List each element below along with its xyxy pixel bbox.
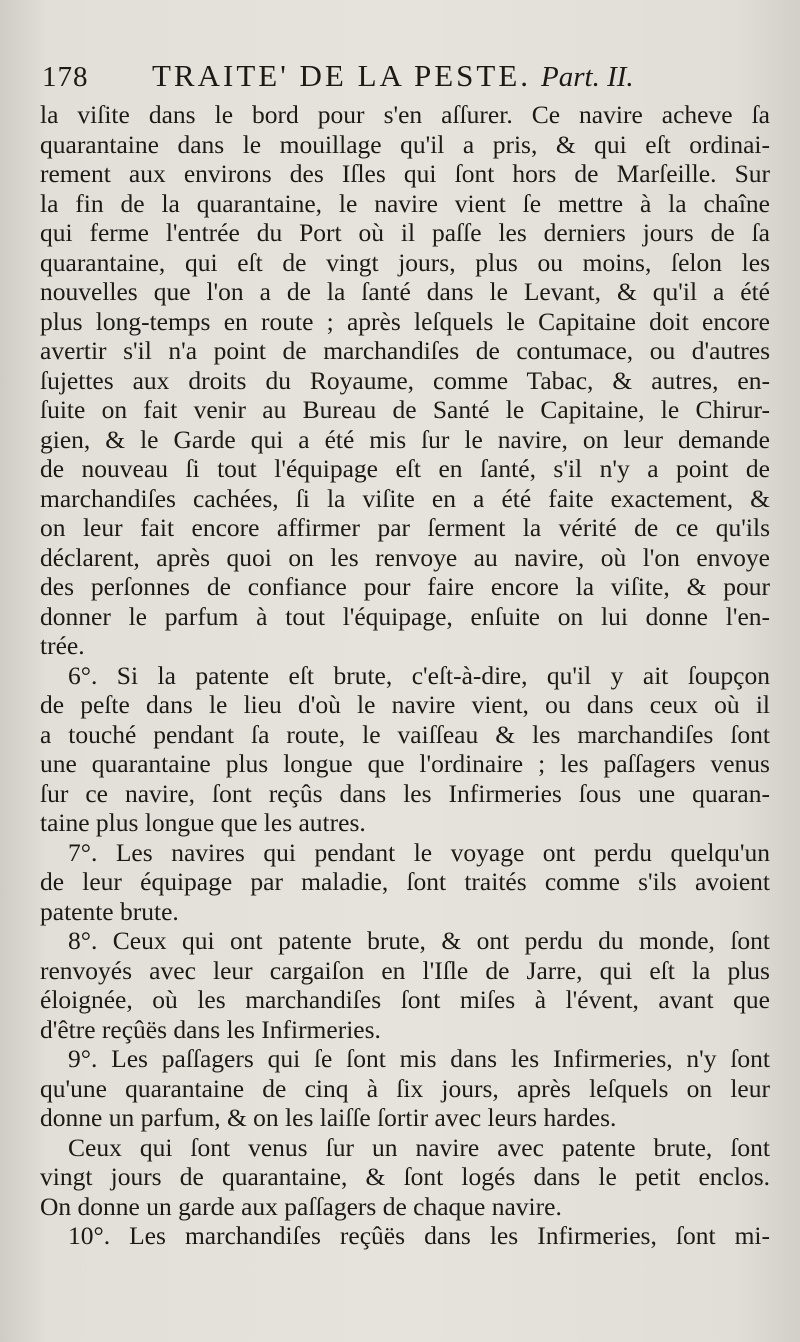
text-line: une quarantaine plus longue que l'ordinaire ; les paſſagers venus: [40, 749, 770, 778]
text-line: de peſte dans le lieu d'où le navire vient, ou dans ceux où il: [40, 690, 770, 719]
text-line: déclarent, après quoi on les renvoye au navire, où l'on envoye: [40, 542, 770, 572]
text-line: gien, & le Garde qui a été mis ſur le navire, on leur demande: [40, 424, 770, 454]
text-line: on leur fait encore affirmer par ſerment la vérité de ce qu'ils: [40, 513, 770, 542]
running-title: TRAITE' DE LA PESTE.: [152, 58, 532, 93]
text-line: de nouveau ſi tout l'équipage eſt en ſanté, s'il n'y a point de: [40, 454, 770, 483]
text-line: nouvelles que l'on a de la ſanté dans le Levant, & qu'il a été: [40, 277, 770, 306]
text-line: patente brute.: [40, 896, 179, 926]
text-line: éloignée, où les marchandiſes ſont miſes à l'évent, avant que: [40, 985, 770, 1014]
text-line: qu'une quarantaine de cinq à ſix jours, après leſquels on leur: [40, 1073, 770, 1103]
running-head: [42, 58, 770, 100]
text-line: vingt jours de quarantaine, & ſont logés dans le petit enclos.: [40, 1162, 770, 1191]
text-line: quarantaine dans le mouillage qu'il a pris, & qui eſt ordinai-: [40, 129, 770, 159]
text-line: la viſite dans le bord pour s'en aſſurer. Ce navire acheve ſa: [40, 100, 770, 129]
text-line: d'être reçûës dans les Infirmeries.: [40, 1014, 381, 1044]
text-line: quarantaine, qui eſt de vingt jours, plus ou moins, ſelon les: [40, 247, 770, 277]
body-text: [40, 100, 770, 1251]
text-line: ſur ce navire, ſont reçûs dans les Infirmeries ſous une quaran-: [40, 778, 770, 808]
text-line: 7°. Les navires qui pendant le voyage ont perdu quelqu'un: [68, 837, 770, 867]
text-line: trée.: [40, 631, 85, 660]
text-line: plus long-temps en route ; après leſquels le Capitaine doit encore: [40, 306, 770, 336]
text-line: 8°. Ceux qui ont patente brute, & ont perdu du monde, ſont: [68, 926, 770, 955]
text-line: renvoyés avec leur cargaiſon en l'Iſle de Jarre, qui eſt la plus: [40, 955, 770, 985]
part-label: Part. II.: [541, 61, 634, 93]
text-line: 9°. Les paſſagers qui ſe ſont mis dans les Infirmeries, n'y ſont: [68, 1044, 770, 1073]
text-line: taine plus longue que les autres.: [40, 808, 366, 837]
text-line: donne un parfum, & on les laiſſe ſortir avec leurs hardes.: [40, 1103, 617, 1132]
text-line: avertir s'il n'a point de marchandiſes de contumace, ou d'autres: [40, 336, 770, 365]
text-line: rement aux environs des Iſles qui ſont hors de Marſeille. Sur: [40, 159, 770, 188]
text-line: des perſonnes de confiance pour faire encore la viſite, & pour: [40, 572, 770, 601]
text-line: On donne un garde aux paſſagers de chaque navire.: [40, 1191, 562, 1221]
text-line: Ceux qui ſont venus ſur un navire avec patente brute, ſont: [68, 1132, 770, 1162]
text-line: donner le parfum à tout l'équipage, enſuite on lui donne l'en-: [40, 601, 770, 631]
page-number: 178: [42, 61, 89, 93]
text-line: 6°. Si la patente eſt brute, c'eſt-à-dire, qu'il y ait ſoupçon: [68, 660, 770, 690]
text-line: marchandiſes cachées, ſi la viſite en a été faite exactement, &: [40, 483, 770, 513]
text-line: de leur équipage par maladie, ſont traités comme s'ils avoient: [40, 867, 770, 896]
text-line: ſujettes aux droits du Royaume, comme Tabac, & autres, en-: [40, 365, 770, 395]
text-line: a touché pendant ſa route, le vaiſſeau & les marchandiſes ſont: [40, 719, 770, 749]
text-line: ſuite on fait venir au Bureau de Santé le Capitaine, le Chirur-: [40, 395, 770, 424]
text-line: la fin de la quarantaine, le navire vient ſe mettre à la chaîne: [40, 188, 770, 218]
text-line: 10°. Les marchandiſes reçûës dans les Infirmeries, ſont mi-: [68, 1221, 770, 1250]
text-line: qui ferme l'entrée du Port où il paſſe les derniers jours de ſa: [40, 218, 770, 247]
